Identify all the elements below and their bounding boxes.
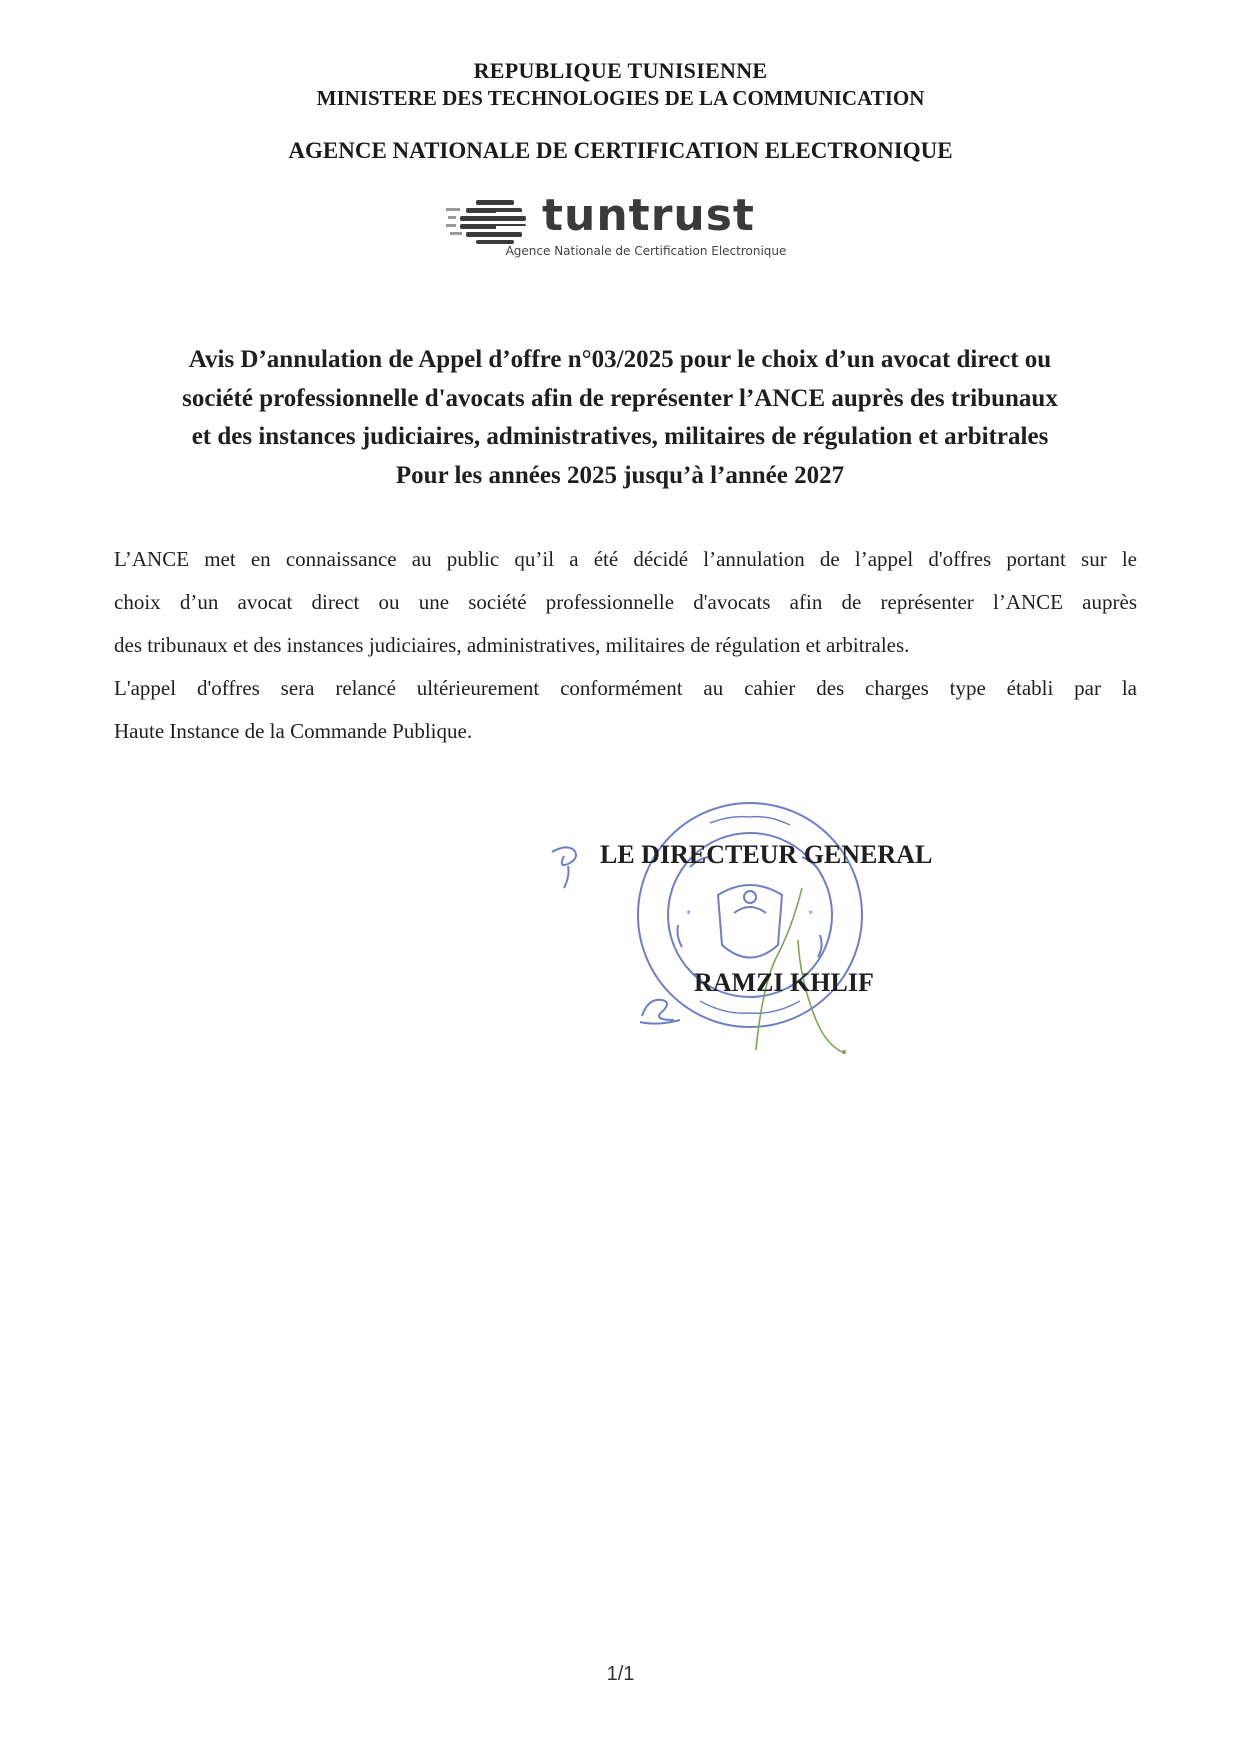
body-line: Haute Instance de la Commande Publique. — [114, 719, 473, 743]
title-line: société professionnelle d'avocats afin de représenter l’ANCE auprès des tribunaux — [182, 384, 1058, 412]
notice-title — [120, 341, 1120, 495]
handwritten-mark-icon — [548, 840, 588, 890]
logo-tagline: Agence Nationale de Certification Electronique — [505, 244, 787, 258]
body-line: L'appel d'offres sera relancé ultérieurement conformément au cahier des charges type établi par la — [114, 676, 1137, 700]
body-line: choix d’un avocat direct ou une société professionnelle d'avocats afin de représenter l’ANCE auprès — [114, 590, 1137, 614]
initials-mark-icon — [636, 988, 686, 1028]
body-line: L’ANCE met en connaissance au public qu’il a été décidé l’annulation de l’appel d'offres portant sur le — [114, 547, 1137, 571]
signatory-title: LE DIRECTEUR GENERAL — [600, 840, 933, 869]
logo-wordmark: tuntrust — [542, 190, 755, 241]
header-republic: REPUBLIQUE TUNISIENNE — [473, 58, 768, 83]
notice-body — [114, 538, 1137, 753]
header-ministry: MINISTERE DES TECHNOLOGIES DE LA COMMUNICATION — [316, 86, 925, 110]
signatory-name: RAMZI KHLIF — [694, 968, 874, 997]
title-line: et des instances judiciaires, administratives, militaires de régulation et arbitrales — [191, 423, 1049, 450]
tuntrust-logo — [442, 190, 842, 266]
header-agency: AGENCE NATIONALE DE CERTIFICATION ELECTRONIQUE — [288, 138, 953, 163]
body-line: des tribunaux et des instances judiciaires, administratives, militaires de régulation et arbitrales. — [114, 633, 910, 657]
svg-text:*: * — [808, 909, 813, 920]
svg-text:*: * — [686, 909, 691, 920]
page-number: 1/1 — [606, 1663, 635, 1685]
stacked-lines-logo-icon — [446, 198, 538, 244]
title-line: Avis D’annulation de Appel d’offre n°03/2025 pour le choix d’un avocat direct ou — [188, 346, 1052, 373]
title-line: Pour les années 2025 jusqu’à l’année 2027 — [395, 461, 845, 489]
